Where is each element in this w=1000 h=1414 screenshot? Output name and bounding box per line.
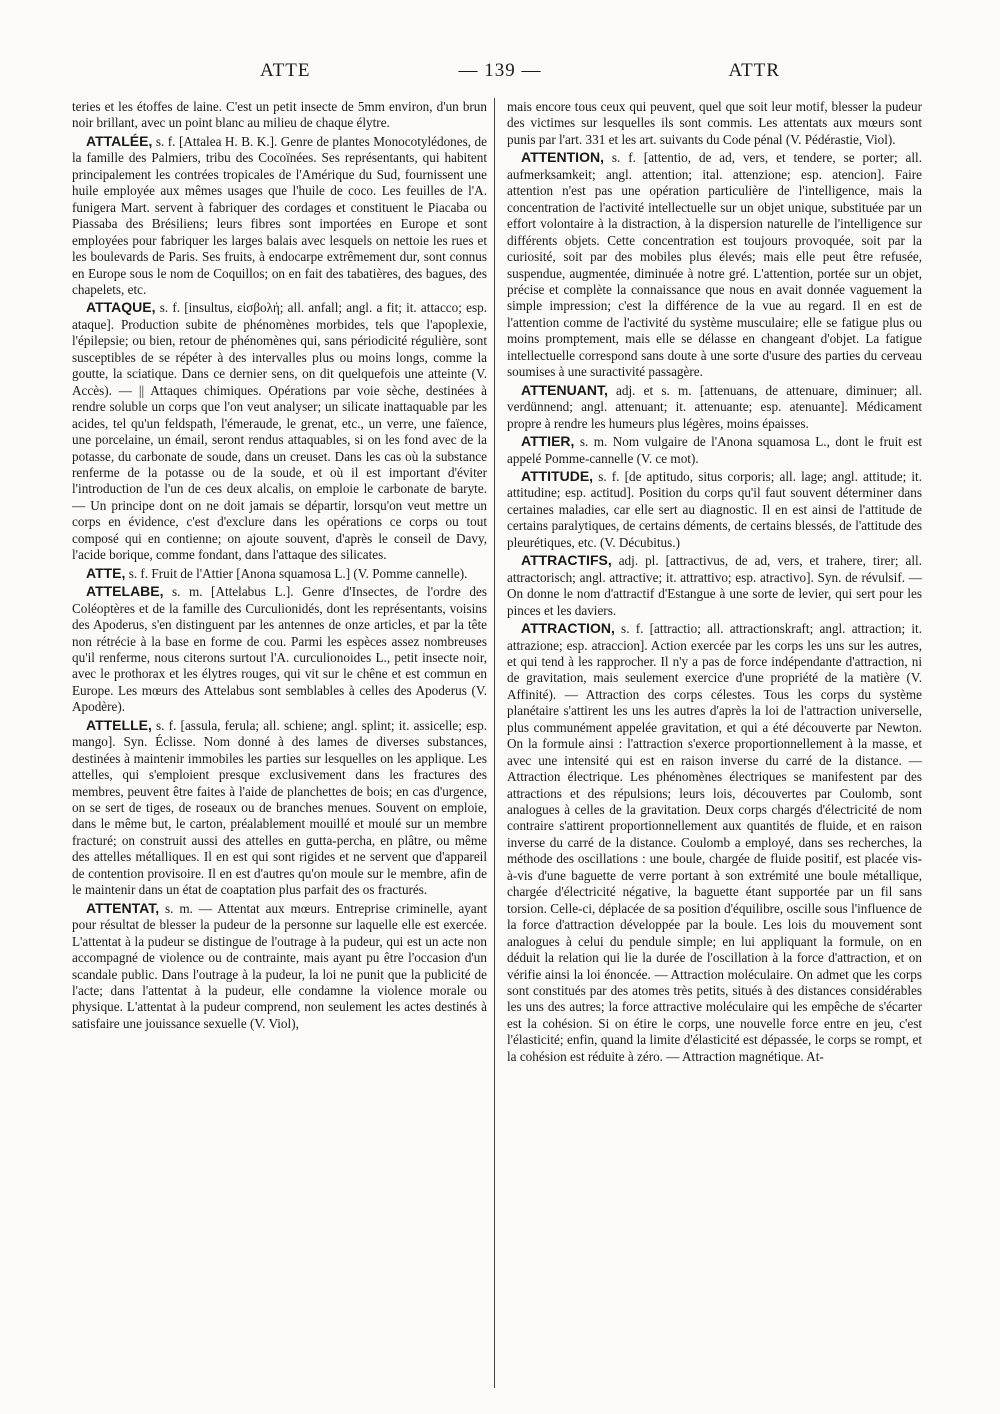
dictionary-entry [72, 565, 487, 582]
dictionary-entry [72, 900, 487, 1033]
running-header [70, 60, 930, 88]
page-number: — 139 — [458, 60, 542, 81]
entry-headword: ATTALÉE, [86, 132, 153, 149]
entry-headword: ATTRACTION, [521, 620, 615, 637]
entry-headword: ATTENTION, [521, 149, 604, 166]
entry-headword: ATTENTAT, [86, 899, 160, 916]
dictionary-entry [507, 433, 922, 467]
dictionary-entry [72, 133, 487, 299]
dictionary-entry [507, 382, 922, 432]
entry-text: s. f. [assula, ferula; all. schiene; angl. splint; it. assicelle; esp. mango]. Syn. Éclisse. Nom donné à des lames de diverses substances, destinées à maintenir immobiles les parties sur lesquelles on les applique. Les attelles, qui s'emploient presque exclusivement dans les fractures des membres, peuvent être faites à l'aide de planchettes de bois; en cas d'urgence, on se sert de tiges, de roseaux ou de branches menues. Souvent on emploie, dans le même but, le carton, préalablement mouillé et moulé sur un membre fracturé; on construit aussi des attelles en gutta-percha, en plâtre, ou même des attelles métalliques. Il en est qui sont rigides et ne servent que d'appareil de contention provisoire. Il en est d'autres qu'on moule sur le membre, afin de le maintenir dans un état de coaptation plus parfait des os fracturés. [72, 717, 487, 898]
entry-text: s. f. Fruit de l'Attier [Anona squamosa L.] (V. Pomme cannelle). [125, 565, 468, 581]
entry-headword: ATTAQUE, [86, 299, 156, 316]
entry-text: s. m. Nom vulgaire de l'Anona squamosa L., dont le fruit est appelé Pomme-cannelle (V. ce mot). [507, 434, 922, 466]
right-column [507, 98, 922, 1388]
header-left-guide-word: ATTE [260, 60, 311, 81]
entry-text: teries et les étoffes de laine. C'est un petit insecte de 5mm environ, d'un brun noir brillant, avec un point blanc au milieu de chaque élytre. [72, 99, 487, 131]
entry-text: s. f. [de aptitudo, situs corporis; all. lage; angl. attitude; it. attitudine; esp. actitud]. Position du corps qu'il faut souvent déterminer dans certaines maladies, car elle sert au diagnostic. Il en est ainsi de l'attitude de certains paralytiques, de certains déments, de certains blessés, de l'attitude des pleurétiques, etc. (V. Décubitus.) [507, 468, 922, 550]
entry-headword: ATTELABE, [86, 583, 164, 600]
entry-text: s. m. — Attentat aux mœurs. Entreprise criminelle, ayant pour résultat de blesser la pudeur de la personne sur laquelle elle est exercée. L'attentat à la pudeur se distingue de l'outrage à la pudeur, qui est un acte non accompagné de violence ou de contrainte, mais ayant pu être l'occasion d'un scandale public. Dans l'outrage à la pudeur, la loi ne punit que la publicité de l'acte; dans l'attentat à la pudeur, elle condamne la violence morale ou physique. L'attentat à la pudeur comprend, non seulement les actes destinés à satisfaire une jouissance sexuelle (V. Viol), [72, 900, 487, 1031]
dictionary-entry [72, 299, 487, 563]
entry-text: s. f. [attractio; all. attractionskraft; angl. attraction; it. attrazione; esp. atraccion]. Action exercée par les corps les uns sur les autres, et qui tend à les rapprocher. Il n'y a pas de force indépendante d'attraction, ni de gravitation, mais seulement exercice d'une propriété de la matière (V. Affinité). — Attraction des corps célestes. Tous les corps du système planétaire s'attirent les uns les autres d'après la loi de l'attraction universelle, plus communément appelée gravitation, et qui a été découverte par Newton. On la formule ainsi : l'attraction s'exerce proportionnellement à la masse, et avec une intensité qui est en raison inverse du carré de la distance. — Attraction électrique. Les phénomènes électriques se manifestent par des attractions et des répulsions; leurs lois, découvertes par Coulomb, sont analogues à celles de la gravitation. Deux corps chargés d'électricité de nom contraire s'attirent proportionnellement aux quantités de fluide, et en raison inverse du carré de la distance. Coulomb a employé, dans ses recherches, la méthode des oscillations : une boule, chargée de fluide positif, est placée vis-à-vis d'une baguette de verre portant à son extrémité une boule métallique, chargée d'électricité négative, la baguette étant supportée par un fil sans torsion. Celle-ci, déplacée de sa position d'équilibre, oscille sous l'influence de la force d'attraction développée par la boule. Les lois du mouvement sont analogues à celui du pendule simple; en lui appliquant la formule, on en déduit la relation qui lie la durée de l'oscillation à la force d'attraction, et on vérifie ainsi la loi énoncée. — Attraction moléculaire. On admet que les corps sont constitués par des atomes très petits, situés à des distances considérables les uns des autres; la force attractive moléculaire qui les empêche de s'écarter est la cohésion. Si on étire le corps, une nouvelle force entre en jeu, c'est l'élasticité; enfin, quand la limite d'élasticité est dépassée, le corps se rompt, et la cohésion est réduite à zéro. — Attraction magnétique. At- [507, 621, 922, 1064]
entry-headword: ATTIER, [521, 433, 575, 450]
dictionary-entry [72, 583, 487, 716]
header-right-guide-word: ATTR [728, 60, 780, 81]
entry-text: s. f. [insultus, εἰσβολή; all. anfall; angl. a fit; it. attacco; esp. ataque]. Production subite de phénomènes morbides, tels que l'apoplexie, l'épilepsie; ou bien, retour de phénomènes qui, sans périodicité régulière, sont susceptibles de se répéter à des intervalles plus ou moins longs, comme la goutte, la sciatique. Dans ce dernier sens, on dit quelquefois une atteinte (V. Accès). — || Attaques chimiques. Opérations par voie sèche, destinées à rendre soluble un corps que l'on veut analyser; un silicate inattaquable par les acides, tel qu'un feldspath, l'émeraude, le grenat, etc., un verre, une faïence, une porcelaine, un émail, seront rendus attaquables, si on les fond avec de la potasse, du carbonate de soude, dans un creuset. Dans les cas où la substance renferme de la potasse ou de la soude, et où il est important d'éviter l'introduction de l'un de ces deux alcalis, on emploie le carbonate de baryte. — Un principe dont on ne doit jamais se départir, lorsqu'on veut mettre un corps en évidence, c'est d'exclure dans les opérations ce corps ou tout composé qui en contienne; on ajoute souvent, d'après le conseil de Davy, l'acide borique, comme fondant, dans l'attaque des silicates. [72, 300, 487, 563]
entry-headword: ATTRACTIFS, [521, 552, 612, 569]
dictionary-entry [507, 552, 922, 619]
entry-text: s. f. [Attalea H. B. K.]. Genre de plantes Monocotylédones, de la famille des Palmiers, tribu des Cocoïnées. Ses représentants, qui habitent principalement les contrées tropicales de l'Amérique du Sud, fournissent une huile employée aux mêmes usages que l'huile de coco. Les feuilles de l'A. funigera Mart. servent à fabriquer des cordages et constituent le Piacaba ou Piassaba des Brésiliens; leurs fibres sont importées en Europe et sont employées pour fabriquer les larges balais avec lesquels on nettoie les rues et les boulevards de Paris. Ses fruits, à endocarpe extrêmement dur, sont connus en Europe sous le nom de Coquillos; on en fait des tabatières, des bagues, des chapelets, etc. [72, 133, 487, 297]
entry-text: s. m. [Attelabus L.]. Genre d'Insectes, de l'ordre des Coléoptères et de la famille des Curculionidés, dont les représentants, voisins des Apoderus, s'en distinguent par les antennes de onze articles, et par la tête non rétrécie à la base en forme de cou. Parmi les espèces assez nombreuses qu'il renferme, nous citerons surtout l'A. curculionoides L., petit insecte noir, avec le prothorax et les élytres rouges, qui vit sur le chêne et est commun en Europe. Les mœurs des Attelabus sont semblables à celles des Apoderus (V. Apodère). [72, 584, 487, 715]
entry-text: s. f. [attentio, de ad, vers, et tendere, se porter; all. aufmerksamkeit; angl. attention; ital. attenzione; esp. atencion]. Faire attention n'est pas une opération particulière de l'intelligence, mais la concentration de l'activité intellectuelle sur un objet unique, substituée par un effort volontaire à la distraction, à la dispersion naturelle de l'intelligence sur différents objets. Cette concentration est toujours provoquée, soit par la curiosité, soit par des mobiles plus élevés; mais elle peut être refusée, suspendue, augmentée, diminuée à notre gré. L'attention, portée sur un objet, précise et complète la connaissance que nous en avait donnée vaguement la simple impression; c'est la différence de la vue au regard. Il en est de l'attention comme de l'activité du système musculaire; elle se fatigue plus ou moins promptement, mais elle se délasse en changeant d'objet. La fatigue intellectuelle correspond sans doute à une sorte d'usure des parties du cerveau soumises à une suractivité passagère. [507, 150, 922, 380]
entry-headword: ATTENUANT, [521, 381, 608, 398]
dictionary-entry [507, 468, 922, 551]
entry-headword: ATTE, [86, 564, 126, 581]
dictionary-entry [72, 717, 487, 899]
entry-headword: ATTITUDE, [521, 467, 594, 484]
dictionary-entry [507, 98, 922, 148]
dictionary-entry [507, 149, 922, 380]
column-divider [494, 98, 495, 1388]
entry-headword: ATTELLE, [86, 716, 152, 733]
entry-text: mais encore tous ceux qui peuvent, quel que soit leur motif, blesser la pudeur des victimes sur lesquelles ils sont commis. Les attentats aux mœurs sont punis par l'art. 331 et les art. suivants du Code pénal (V. Pédérastie, Viol). [507, 99, 922, 147]
entry-text: adj. et s. m. [attenuans, de attenuare, diminuer; all. verdünnend; angl. attenuant; it. attenuante; esp. atenuante]. Médicament propre à rendre les humeurs plus légères, moins épaisses. [507, 382, 922, 431]
dictionary-entry [507, 620, 922, 1065]
left-column [72, 98, 487, 1388]
entry-text: adj. pl. [attractivus, de ad, vers, et trahere, tirer; all. attractorisch; angl. attractive; it. attrattivo; esp. atractivo]. Syn. de révulsif. — On donne le nom d'attractif d'Estangue à une sorte de levier, qui sert pour les pinces et les daviers. [507, 553, 922, 618]
dictionary-entry [72, 98, 487, 132]
